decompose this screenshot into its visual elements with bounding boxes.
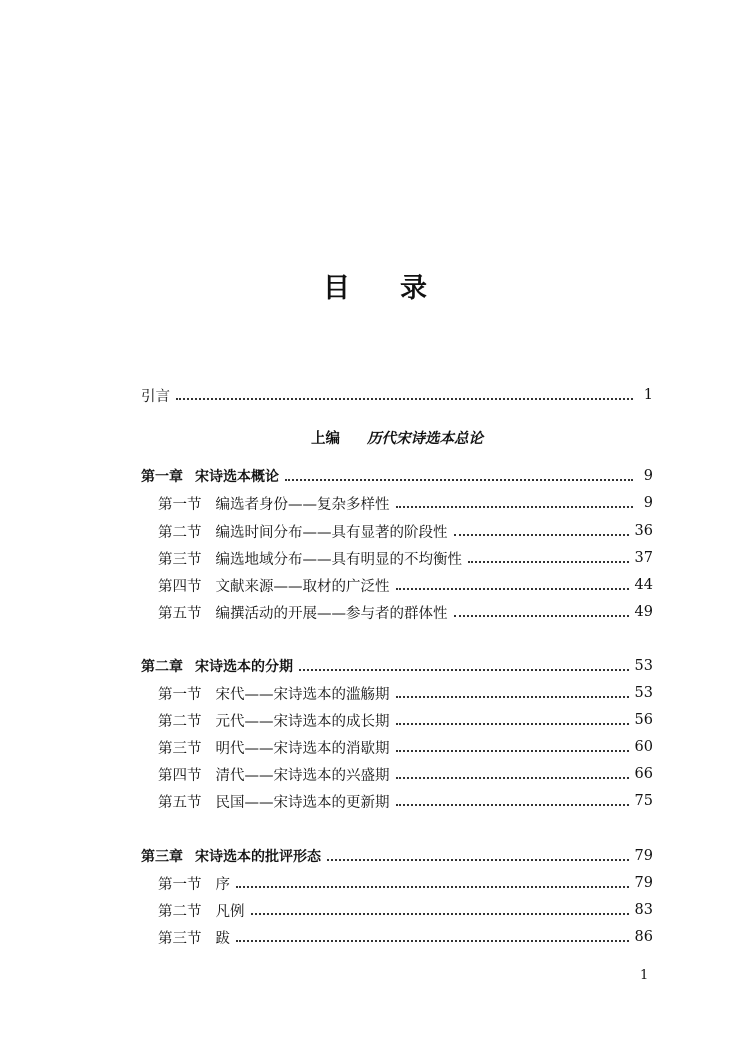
page-number: 1 bbox=[640, 968, 649, 983]
entry-page: 1 bbox=[643, 387, 653, 403]
section-label: 第一节 bbox=[158, 876, 202, 893]
section-page: 53 bbox=[634, 685, 653, 701]
dot-leader bbox=[396, 588, 629, 590]
section-title: 跋 bbox=[215, 930, 230, 947]
chapter-label: 第二章 bbox=[141, 659, 183, 675]
section-title: 编选地域分布——具有明显的不均衡性 bbox=[215, 551, 462, 568]
toc-section[interactable] bbox=[141, 872, 653, 894]
section-page: 60 bbox=[634, 739, 653, 755]
dot-leader bbox=[396, 804, 629, 806]
part-header bbox=[141, 427, 653, 448]
section-title: 文献来源——取材的广泛性 bbox=[215, 578, 390, 595]
dot-leader bbox=[396, 696, 629, 698]
section-page: 37 bbox=[634, 550, 653, 566]
section-label: 第四节 bbox=[158, 767, 202, 784]
dot-leader bbox=[176, 398, 633, 400]
section-page: 75 bbox=[634, 793, 653, 809]
toc-section[interactable] bbox=[141, 574, 653, 596]
dot-leader bbox=[468, 561, 629, 563]
section-label: 第一节 bbox=[158, 686, 202, 703]
dot-leader bbox=[236, 940, 629, 942]
toc-section[interactable] bbox=[141, 682, 653, 704]
section-title: 民国——宋诗选本的更新期 bbox=[215, 794, 390, 811]
section-page: 49 bbox=[634, 604, 653, 620]
section-label: 第三节 bbox=[158, 740, 202, 757]
chapter-page: 53 bbox=[634, 658, 653, 674]
part-title: 历代宋诗选本总论 bbox=[367, 430, 484, 447]
section-title: 凡例 bbox=[215, 903, 245, 920]
dot-leader bbox=[285, 479, 633, 481]
dot-leader bbox=[236, 886, 629, 888]
page-title: 目录 bbox=[323, 273, 477, 304]
toc-section[interactable] bbox=[141, 926, 653, 948]
section-title: 明代——宋诗选本的消歇期 bbox=[215, 740, 390, 757]
dot-leader bbox=[454, 534, 629, 536]
toc-section[interactable] bbox=[141, 547, 653, 569]
toc-chapter-3[interactable] bbox=[141, 845, 653, 867]
dot-leader bbox=[396, 723, 629, 725]
section-title: 序 bbox=[215, 876, 230, 893]
section-title: 编撰活动的开展——参与者的群体性 bbox=[215, 605, 448, 622]
toc-chapter-2[interactable] bbox=[141, 655, 653, 677]
section-label: 第二节 bbox=[158, 903, 202, 920]
section-page: 83 bbox=[634, 902, 653, 918]
section-title: 宋代——宋诗选本的滥觞期 bbox=[215, 686, 390, 703]
dot-leader bbox=[454, 615, 629, 617]
section-label: 第二节 bbox=[158, 524, 202, 541]
section-label: 第三节 bbox=[158, 551, 202, 568]
dot-leader bbox=[396, 777, 629, 779]
section-label: 第四节 bbox=[158, 578, 202, 595]
section-page: 44 bbox=[634, 577, 653, 593]
section-label: 第三节 bbox=[158, 930, 202, 947]
toc-section[interactable] bbox=[141, 790, 653, 812]
part-label: 上编 bbox=[310, 430, 340, 447]
section-page: 36 bbox=[634, 523, 653, 539]
section-title: 元代——宋诗选本的成长期 bbox=[215, 713, 390, 730]
chapter-page: 79 bbox=[634, 848, 653, 864]
toc-section[interactable] bbox=[141, 899, 653, 921]
toc-chapter-1[interactable] bbox=[141, 465, 653, 487]
section-page: 56 bbox=[634, 712, 653, 728]
section-page: 86 bbox=[634, 929, 653, 945]
section-title: 编选者身份——复杂多样性 bbox=[215, 496, 390, 513]
toc-section[interactable] bbox=[141, 601, 653, 623]
toc-section[interactable] bbox=[141, 492, 653, 514]
section-title: 清代——宋诗选本的兴盛期 bbox=[215, 767, 390, 784]
toc-entry-intro[interactable] bbox=[141, 384, 653, 406]
dot-leader bbox=[299, 669, 629, 671]
chapter-label: 第三章 bbox=[141, 849, 183, 865]
chapter-title: 宋诗选本的分期 bbox=[195, 659, 293, 675]
toc-section[interactable] bbox=[141, 520, 653, 542]
dot-leader bbox=[327, 859, 629, 861]
chapter-title: 宋诗选本的批评形态 bbox=[195, 849, 321, 865]
section-title: 编选时间分布——具有显著的阶段性 bbox=[215, 524, 448, 541]
dot-leader bbox=[251, 913, 629, 915]
dot-leader bbox=[396, 750, 629, 752]
toc-section[interactable] bbox=[141, 736, 653, 758]
dot-leader bbox=[396, 506, 634, 508]
section-page: 66 bbox=[634, 766, 653, 782]
section-label: 第一节 bbox=[158, 496, 202, 513]
section-label: 第五节 bbox=[158, 605, 202, 622]
chapter-label: 第一章 bbox=[141, 469, 183, 485]
section-page: 9 bbox=[643, 495, 653, 511]
toc-section[interactable] bbox=[141, 763, 653, 785]
chapter-title: 宋诗选本概论 bbox=[195, 469, 279, 485]
chapter-page: 9 bbox=[643, 468, 653, 484]
toc-section[interactable] bbox=[141, 709, 653, 731]
entry-label: 引言 bbox=[141, 388, 170, 405]
section-page: 79 bbox=[634, 875, 653, 891]
section-label: 第二节 bbox=[158, 713, 202, 730]
section-label: 第五节 bbox=[158, 794, 202, 811]
